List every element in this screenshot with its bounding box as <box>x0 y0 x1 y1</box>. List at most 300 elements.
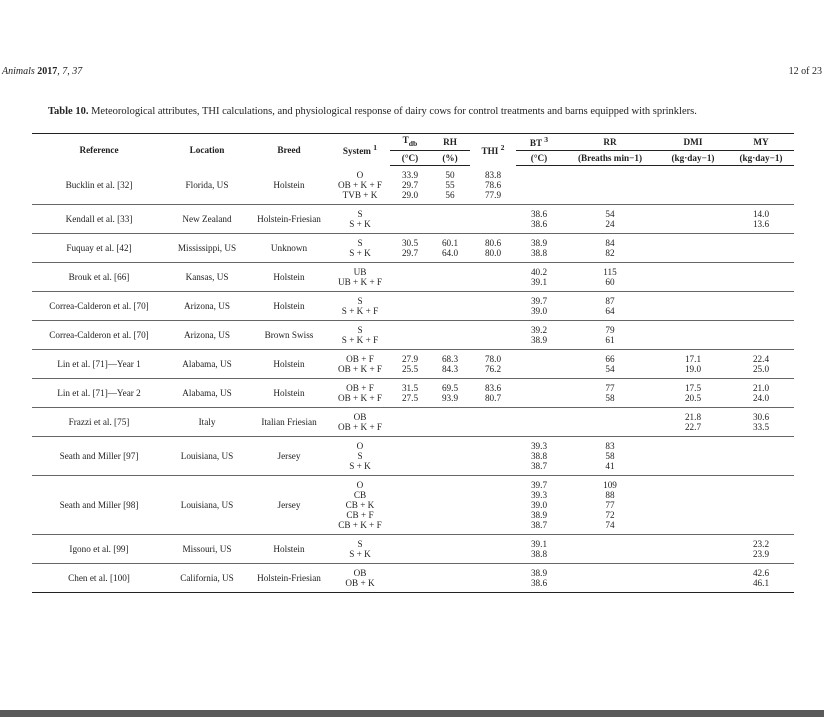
cell-tdb <box>390 564 430 593</box>
cell-bt <box>516 234 562 263</box>
cell-line: CB + F <box>346 510 374 520</box>
col-thi: THI $^2$ <box>470 134 516 166</box>
cell-system <box>330 564 390 593</box>
cell-bt <box>516 292 562 321</box>
cell-my <box>728 564 794 593</box>
cell-system <box>330 350 390 379</box>
cell-line: UB <box>353 267 367 277</box>
cell-line: 17.1 <box>684 354 702 364</box>
cell-line: 39.1 <box>530 277 548 287</box>
cell-line: 38.9 <box>530 568 548 578</box>
cell-line: OB <box>353 568 367 578</box>
cell-line: 19.0 <box>684 364 702 374</box>
cell-line: TVB + K <box>342 189 378 200</box>
table-row <box>32 205 794 234</box>
cell-tdb <box>390 205 430 234</box>
cell-breed: Holstein <box>248 263 330 292</box>
cell-line: 39.0 <box>530 306 548 316</box>
cell-ref: Lin et al. [71]—Year 2 <box>32 379 166 408</box>
cell-system <box>330 476 390 535</box>
cell-breed: Unknown <box>248 234 330 263</box>
cell-thi <box>470 535 516 564</box>
cell-location: Alabama, US <box>166 379 248 408</box>
cell-location: Arizona, US <box>166 321 248 350</box>
table-row <box>32 166 794 205</box>
cell-rr <box>562 476 658 535</box>
cell-line: S <box>357 238 363 248</box>
col-breed: Breed <box>248 134 330 166</box>
cell-my <box>728 205 794 234</box>
cell-dmi <box>658 321 728 350</box>
cell-system <box>330 321 390 350</box>
table-caption <box>48 106 808 117</box>
cell-line: 31.5 <box>401 383 419 393</box>
cell-my <box>728 437 794 476</box>
cell-system <box>330 379 390 408</box>
cell-breed: Jersey <box>248 437 330 476</box>
cell-location: New Zealand <box>166 205 248 234</box>
col-tdb: $T_{db}$ <box>390 134 430 151</box>
col-bt: BT $^3$ <box>516 134 562 151</box>
cell-system <box>330 535 390 564</box>
cell-line: 60.1 <box>441 238 459 248</box>
cell-line: 22.4 <box>752 354 770 364</box>
cell-line: OB + K + F <box>337 393 383 403</box>
unit-dmi: (kg·day−1) <box>658 151 728 166</box>
cell-my <box>728 408 794 437</box>
cell-thi <box>470 321 516 350</box>
cell-tdb <box>390 408 430 437</box>
cell-line: 21.8 <box>684 412 702 422</box>
cell-line: 22.7 <box>684 422 702 432</box>
cell-rr <box>562 564 658 593</box>
data-table <box>32 133 794 593</box>
caption-text: Meteorological attributes, THI calculations, and physiological response of dairy cows for control treatments and barns equipped with sprinklers. <box>88 106 697 117</box>
cell-location: Arizona, US <box>166 292 248 321</box>
page-header <box>2 66 822 80</box>
cell-line: 93.9 <box>441 393 459 403</box>
cell-line: 80.6 <box>484 238 502 248</box>
cell-line: 42.6 <box>752 568 770 578</box>
col-dmi: DMI <box>658 134 728 151</box>
cell-line: OB + F <box>346 383 374 393</box>
cell-line: 27.9 <box>401 354 419 364</box>
cell-dmi <box>658 166 728 205</box>
cell-line: S <box>357 539 363 549</box>
cell-rr <box>562 166 658 205</box>
cell-line: 54 <box>605 364 615 374</box>
cell-bt <box>516 350 562 379</box>
cell-tdb <box>390 263 430 292</box>
cell-ref: Kendall et al. [33] <box>32 205 166 234</box>
cell-thi <box>470 350 516 379</box>
cell-line: CB + K <box>345 500 375 510</box>
cell-line: 14.0 <box>752 209 770 219</box>
cell-line: 77 <box>605 500 615 510</box>
cell-line: 20.5 <box>684 393 702 403</box>
cell-line: 77.9 <box>484 189 502 200</box>
cell-ref: Fuquay et al. [42] <box>32 234 166 263</box>
cell-line: S + K + F <box>341 306 379 316</box>
cell-line: 88 <box>605 490 615 500</box>
cell-ref: Correa-Calderon et al. [70] <box>32 292 166 321</box>
cell-line: 64 <box>605 306 615 316</box>
col-reference: Reference <box>32 134 166 166</box>
cell-line: 13.6 <box>752 219 770 229</box>
cell-line: O <box>356 441 364 451</box>
cell-line: 39.0 <box>530 500 548 510</box>
cell-line: 61 <box>605 335 615 345</box>
cell-my <box>728 321 794 350</box>
unit-rr: (Breaths min−1) <box>562 151 658 166</box>
cell-dmi <box>658 292 728 321</box>
cell-thi <box>470 166 516 205</box>
cell-rr <box>562 535 658 564</box>
cell-rr <box>562 350 658 379</box>
cell-line: 38.9 <box>530 510 548 520</box>
cell-breed: Italian Friesian <box>248 408 330 437</box>
cell-rh <box>430 263 470 292</box>
cell-system <box>330 437 390 476</box>
cell-rh <box>430 564 470 593</box>
cell-location: California, US <box>166 564 248 593</box>
cell-location: Missouri, US <box>166 535 248 564</box>
cell-location: Mississippi, US <box>166 234 248 263</box>
cell-line: 33.5 <box>752 422 770 432</box>
cell-bt <box>516 321 562 350</box>
cell-system <box>330 166 390 205</box>
cell-rh <box>430 321 470 350</box>
cell-dmi <box>658 205 728 234</box>
cell-ref: Igono et al. [99] <box>32 535 166 564</box>
cell-line: 80.7 <box>484 393 502 403</box>
cell-system <box>330 205 390 234</box>
cell-line: 24.0 <box>752 393 770 403</box>
cell-rh <box>430 350 470 379</box>
unit-my: (kg·day−1) <box>728 151 794 166</box>
cell-location: Louisiana, US <box>166 476 248 535</box>
cell-tdb <box>390 350 430 379</box>
cell-my <box>728 234 794 263</box>
cell-my <box>728 263 794 292</box>
cell-bt <box>516 379 562 408</box>
cell-breed: Holstein <box>248 350 330 379</box>
cell-ref: Correa-Calderon et al. [70] <box>32 321 166 350</box>
cell-line: S <box>357 451 363 461</box>
cell-line: O <box>356 480 364 490</box>
cell-rr <box>562 321 658 350</box>
cell-system <box>330 234 390 263</box>
cell-line: 38.6 <box>530 209 548 219</box>
table-row <box>32 476 794 535</box>
cell-ref: Frazzi et al. [75] <box>32 408 166 437</box>
cell-line: 38.6 <box>530 578 548 588</box>
cell-rh <box>430 408 470 437</box>
cell-line: 38.7 <box>530 461 548 471</box>
table-row <box>32 535 794 564</box>
cell-line: 30.5 <box>401 238 419 248</box>
cell-line: S <box>357 325 363 335</box>
cell-line: OB + K <box>345 578 375 588</box>
cell-line: 21.0 <box>752 383 770 393</box>
table-row <box>32 408 794 437</box>
unit-rh: (%) <box>430 151 470 166</box>
cell-dmi <box>658 350 728 379</box>
cell-rh <box>430 535 470 564</box>
cell-line: 39.2 <box>530 325 548 335</box>
cell-line: 38.8 <box>530 451 548 461</box>
cell-thi <box>470 476 516 535</box>
cell-line: 23.9 <box>752 549 770 559</box>
cell-line: 29.7 <box>401 248 419 258</box>
unit-tdb: (°C) <box>390 151 430 166</box>
cell-my <box>728 535 794 564</box>
cell-thi <box>470 408 516 437</box>
cell-bt <box>516 408 562 437</box>
cell-dmi <box>658 564 728 593</box>
cell-breed: Brown Swiss <box>248 321 330 350</box>
table-row <box>32 321 794 350</box>
cell-rr <box>562 437 658 476</box>
col-location: Location <box>166 134 248 166</box>
cell-line: 72 <box>605 510 615 520</box>
cell-location: Florida, US <box>166 166 248 205</box>
cell-line: OB + K + F <box>337 364 383 374</box>
cell-line: 83 <box>605 441 615 451</box>
cell-line: S + K <box>349 219 371 229</box>
table-body <box>32 166 794 593</box>
cell-line: 39.7 <box>530 480 548 490</box>
cell-ref: Seath and Miller [98] <box>32 476 166 535</box>
table-row <box>32 234 794 263</box>
cell-rh <box>430 379 470 408</box>
cell-breed: Jersey <box>248 476 330 535</box>
cell-line: 38.7 <box>530 520 548 530</box>
cell-thi <box>470 437 516 476</box>
cell-line: CB <box>353 490 367 500</box>
cell-rh <box>430 166 470 205</box>
cell-tdb <box>390 234 430 263</box>
cell-thi <box>470 205 516 234</box>
cell-bt <box>516 437 562 476</box>
cell-line: O <box>356 169 364 180</box>
cell-rr <box>562 292 658 321</box>
cell-thi <box>470 379 516 408</box>
cell-bt <box>516 476 562 535</box>
cell-line: 38.8 <box>530 549 548 559</box>
cell-line: 64.0 <box>441 248 459 258</box>
cell-tdb <box>390 535 430 564</box>
cell-rh <box>430 292 470 321</box>
table-label: Table 10. <box>48 106 89 117</box>
cell-line: 38.9 <box>530 238 548 248</box>
cell-thi <box>470 564 516 593</box>
col-system: System $^1$ <box>330 134 390 166</box>
cell-line: 39.3 <box>530 490 548 500</box>
table-row <box>32 564 794 593</box>
cell-line: OB + K + F <box>337 179 383 190</box>
cell-line: 40.2 <box>530 267 548 277</box>
cell-breed: Holstein-Friesian <box>248 205 330 234</box>
cell-ref: Bucklin et al. [32] <box>32 166 166 205</box>
cell-dmi <box>658 263 728 292</box>
cell-line: OB + K + F <box>337 422 383 432</box>
cell-bt <box>516 564 562 593</box>
col-rr: RR <box>562 134 658 151</box>
cell-line: S <box>357 209 363 219</box>
cell-line: 60 <box>605 277 615 287</box>
viewer-bottom-bar <box>0 710 824 717</box>
cell-line: S + K + F <box>341 335 379 345</box>
cell-line: 68.3 <box>441 354 459 364</box>
cell-breed: Holstein <box>248 379 330 408</box>
cell-line: 58 <box>605 451 615 461</box>
table-row <box>32 379 794 408</box>
cell-my <box>728 292 794 321</box>
cell-dmi <box>658 437 728 476</box>
cell-thi <box>470 234 516 263</box>
cell-breed: Holstein <box>248 292 330 321</box>
cell-ref: Seath and Miller [97] <box>32 437 166 476</box>
cell-system <box>330 292 390 321</box>
cell-line: 29.7 <box>401 180 419 190</box>
cell-line: 84.3 <box>441 364 459 374</box>
cell-line: 39.3 <box>530 441 548 451</box>
cell-dmi <box>658 379 728 408</box>
cell-line: S <box>357 296 363 306</box>
cell-location: Kansas, US <box>166 263 248 292</box>
page-number: 12 of 23 <box>788 66 822 77</box>
cell-ref: Chen et al. [100] <box>32 564 166 593</box>
table-row <box>32 437 794 476</box>
cell-my <box>728 476 794 535</box>
cell-line: S + K <box>349 549 371 559</box>
cell-rr <box>562 379 658 408</box>
cell-rh <box>430 234 470 263</box>
cell-tdb <box>390 476 430 535</box>
cell-dmi <box>658 535 728 564</box>
cell-line: 55 <box>445 180 455 190</box>
cell-line: 83.6 <box>484 383 502 393</box>
cell-tdb <box>390 321 430 350</box>
cell-line: 80.0 <box>484 248 502 258</box>
unit-bt: (°C) <box>516 151 562 166</box>
cell-rh <box>430 437 470 476</box>
cell-line: 66 <box>605 354 615 364</box>
cell-line: 33.9 <box>401 170 419 180</box>
cell-tdb <box>390 379 430 408</box>
cell-dmi <box>658 476 728 535</box>
cell-line: 29.0 <box>401 190 419 200</box>
cell-line: 54 <box>605 209 615 219</box>
cell-system <box>330 408 390 437</box>
cell-location: Alabama, US <box>166 350 248 379</box>
cell-bt <box>516 205 562 234</box>
table-row <box>32 263 794 292</box>
cell-line: 17.5 <box>684 383 702 393</box>
cell-tdb <box>390 292 430 321</box>
cell-my <box>728 379 794 408</box>
cell-line: 30.6 <box>752 412 770 422</box>
cell-tdb <box>390 166 430 205</box>
cell-line: 41 <box>605 461 615 471</box>
cell-line: 58 <box>605 393 615 403</box>
cell-breed: Holstein-Friesian <box>248 564 330 593</box>
cell-line: 23.2 <box>752 539 770 549</box>
cell-line: 39.7 <box>530 296 548 306</box>
cell-line: 69.5 <box>441 383 459 393</box>
cell-line: 38.8 <box>530 248 548 258</box>
cell-dmi <box>658 408 728 437</box>
cell-line: 84 <box>605 238 615 248</box>
cell-line: 82 <box>605 248 615 258</box>
cell-line: 50 <box>445 170 455 180</box>
cell-breed: Holstein <box>248 166 330 205</box>
cell-line: 56 <box>445 190 455 200</box>
cell-bt <box>516 263 562 292</box>
cell-rh <box>430 205 470 234</box>
cell-rr <box>562 263 658 292</box>
cell-system <box>330 263 390 292</box>
cell-location: Italy <box>166 408 248 437</box>
cell-line: 38.9 <box>530 335 548 345</box>
col-rh: RH <box>430 134 470 151</box>
table-row <box>32 350 794 379</box>
cell-line: 78.0 <box>484 354 502 364</box>
cell-line: S + K <box>349 248 371 258</box>
cell-line: 76.2 <box>484 364 502 374</box>
cell-line: 25.0 <box>752 364 770 374</box>
cell-my <box>728 350 794 379</box>
cell-line: OB + F <box>346 354 374 364</box>
cell-line: OB <box>353 412 367 422</box>
cell-thi <box>470 263 516 292</box>
cell-line: 115 <box>603 267 617 277</box>
cell-line: 79 <box>605 325 615 335</box>
cell-line: S + K <box>349 461 371 471</box>
cell-location: Louisiana, US <box>166 437 248 476</box>
cell-breed: Holstein <box>248 535 330 564</box>
cell-line: 74 <box>605 520 615 530</box>
journal-citation: Animals 2017, 7, 37 <box>2 66 83 77</box>
cell-line: 83.8 <box>484 169 502 180</box>
cell-bt <box>516 166 562 205</box>
cell-line: 24 <box>605 219 615 229</box>
cell-line: 87 <box>605 296 615 306</box>
cell-line: 77 <box>605 383 615 393</box>
cell-rr <box>562 234 658 263</box>
cell-rr <box>562 205 658 234</box>
cell-line: 25.5 <box>401 364 419 374</box>
cell-ref: Brouk et al. [66] <box>32 263 166 292</box>
cell-dmi <box>658 234 728 263</box>
cell-line: 78.6 <box>484 179 502 190</box>
cell-line: 39.1 <box>530 539 548 549</box>
cell-line: CB + K + F <box>338 520 382 530</box>
cell-thi <box>470 292 516 321</box>
table-row <box>32 292 794 321</box>
cell-rr <box>562 408 658 437</box>
cell-line: 46.1 <box>752 578 770 588</box>
col-my: MY <box>728 134 794 151</box>
cell-line: 27.5 <box>401 393 419 403</box>
cell-line: UB + K + F <box>337 277 383 287</box>
cell-bt <box>516 535 562 564</box>
cell-tdb <box>390 437 430 476</box>
cell-my <box>728 166 794 205</box>
cell-ref: Lin et al. [71]—Year 1 <box>32 350 166 379</box>
cell-rh <box>430 476 470 535</box>
